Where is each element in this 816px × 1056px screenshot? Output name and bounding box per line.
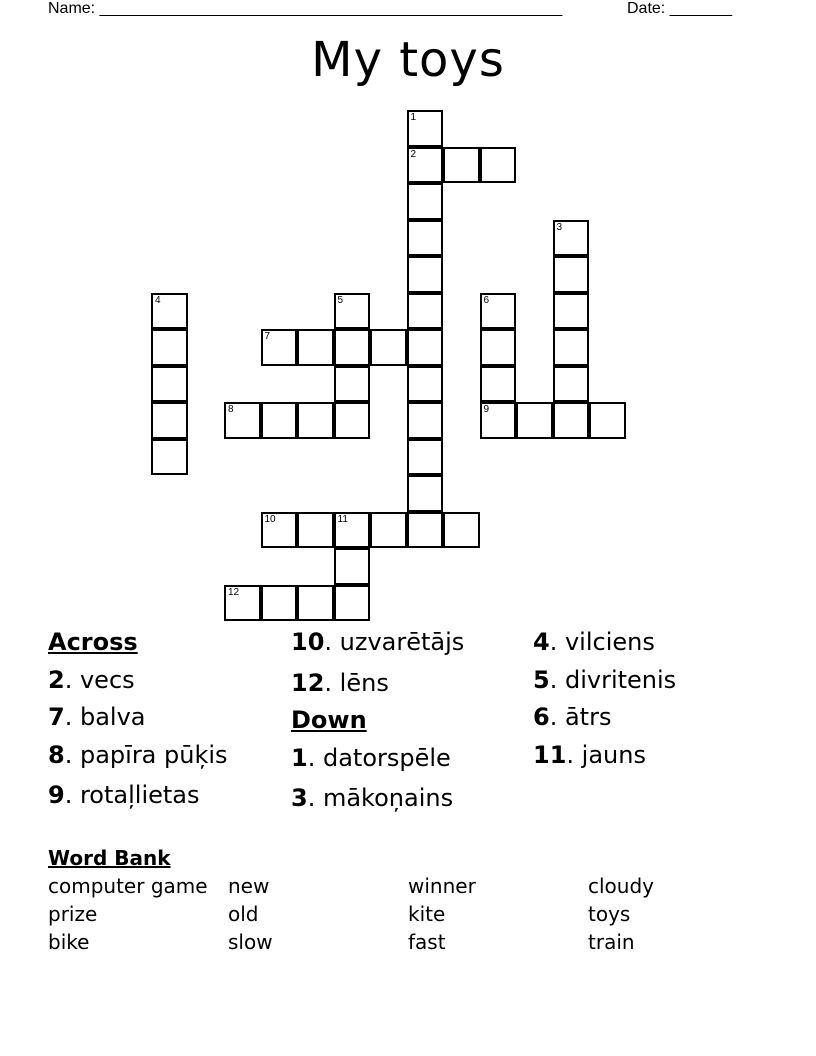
clues-column-1 — [48, 628, 228, 819]
grid-cell[interactable] — [480, 293, 517, 330]
date-field-label: Date: _______ — [627, 0, 732, 17]
across-clue: 2. vecs — [48, 665, 135, 694]
word-bank-item: prize — [48, 902, 98, 926]
grid-cell[interactable] — [297, 512, 334, 549]
grid-cell[interactable] — [589, 402, 626, 439]
grid-cell[interactable] — [443, 147, 480, 184]
across-clue: 9. rotaļlietas — [48, 781, 200, 809]
grid-cell[interactable] — [480, 147, 517, 184]
across-clue: 8. papīra pūķis — [48, 740, 228, 769]
grid-cell[interactable] — [407, 439, 444, 476]
word-bank-item: cloudy — [588, 874, 654, 898]
down-clue: 5. divritenis — [533, 665, 677, 694]
word-bank-item: winner — [408, 874, 476, 898]
grid-cell[interactable] — [407, 512, 444, 549]
clue-number: 8 — [228, 404, 234, 415]
down-heading: Down — [291, 706, 367, 734]
grid-cell[interactable] — [553, 256, 590, 293]
word-bank-item: fast — [408, 930, 446, 954]
grid-cell[interactable] — [151, 439, 188, 476]
across-heading: Across — [48, 628, 138, 656]
grid-cell[interactable] — [407, 147, 444, 184]
clue-number: 11 — [337, 513, 348, 525]
grid-cell[interactable] — [443, 512, 480, 549]
grid-cell[interactable] — [261, 329, 298, 366]
word-bank-item: computer game — [48, 874, 208, 898]
down-clue: 3. mākoņains — [291, 784, 454, 812]
clue-number: 12 — [228, 586, 240, 598]
clue-number: 3 — [556, 221, 563, 233]
word-bank-item: bike — [48, 930, 90, 954]
grid-cell[interactable] — [516, 402, 553, 439]
grid-cell[interactable] — [553, 366, 590, 403]
word-bank-item: new — [228, 874, 270, 898]
clue-number: 6 — [483, 294, 490, 306]
grid-cell[interactable] — [407, 110, 444, 147]
grid-cell[interactable] — [151, 329, 188, 366]
grid-cell[interactable] — [334, 329, 371, 366]
clue-number: 4 — [155, 294, 161, 306]
word-bank-item: toys — [588, 902, 631, 926]
clue-number: 2 — [410, 148, 417, 160]
grid-cell[interactable] — [334, 512, 371, 549]
grid-cell[interactable] — [334, 402, 371, 439]
grid-cell[interactable] — [407, 293, 444, 330]
across-clue: 12. lēns — [291, 668, 389, 697]
grid-cell[interactable] — [480, 329, 517, 366]
grid-cell[interactable] — [297, 329, 334, 366]
grid-cell[interactable] — [480, 366, 517, 403]
clue-number: 7 — [264, 331, 271, 342]
clues-column-2 — [291, 628, 464, 822]
grid-cell[interactable] — [261, 402, 298, 439]
down-clue: 1. datorspēle — [291, 743, 451, 772]
clues-column-3 — [533, 628, 676, 778]
grid-cell[interactable] — [407, 402, 444, 439]
name-field-label: Name: ____________________________________________________ — [48, 0, 563, 17]
grid-cell[interactable] — [151, 293, 188, 330]
grid-cell[interactable] — [370, 329, 407, 366]
word-bank-item: slow — [228, 930, 273, 954]
grid-cell[interactable] — [553, 329, 590, 366]
grid-cell[interactable] — [334, 585, 371, 622]
grid-cell[interactable] — [407, 366, 444, 403]
grid-cell[interactable] — [407, 329, 444, 366]
word-bank-item: old — [228, 902, 259, 926]
across-clue: 7. balva — [48, 703, 146, 731]
grid-cell[interactable] — [334, 548, 371, 585]
puzzle-title: My toys — [311, 32, 505, 88]
grid-cell[interactable] — [407, 475, 444, 512]
word-bank-title: Word Bank — [48, 846, 171, 870]
grid-cell[interactable] — [224, 402, 261, 439]
grid-cell[interactable] — [151, 366, 188, 403]
down-clue: 11. jauns — [533, 740, 646, 769]
grid-cell[interactable] — [480, 402, 517, 439]
clue-number: 1 — [410, 112, 417, 123]
word-bank-item: train — [588, 930, 635, 954]
grid-cell[interactable] — [407, 256, 444, 293]
grid-cell[interactable] — [407, 220, 444, 257]
grid-cell[interactable] — [151, 402, 188, 439]
down-clue: 4. vilciens — [533, 628, 655, 656]
grid-cell[interactable] — [370, 512, 407, 549]
clue-number: 5 — [337, 294, 344, 306]
grid-cell[interactable] — [224, 585, 261, 622]
word-bank-item: kite — [408, 902, 446, 926]
grid-cell[interactable] — [297, 585, 334, 622]
clue-number: 10 — [264, 513, 276, 525]
grid-cell[interactable] — [261, 585, 298, 622]
grid-cell[interactable] — [407, 183, 444, 220]
grid-cell[interactable] — [553, 402, 590, 439]
grid-cell[interactable] — [553, 220, 590, 257]
grid-cell[interactable] — [261, 512, 298, 549]
grid-cell[interactable] — [553, 293, 590, 330]
down-clue: 6. ātrs — [533, 703, 612, 731]
grid-cell[interactable] — [334, 366, 371, 403]
clue-number: 9 — [483, 404, 490, 415]
across-clue: 10. uzvarētājs — [291, 628, 465, 656]
grid-cell[interactable] — [297, 402, 334, 439]
grid-cell[interactable] — [334, 293, 371, 330]
